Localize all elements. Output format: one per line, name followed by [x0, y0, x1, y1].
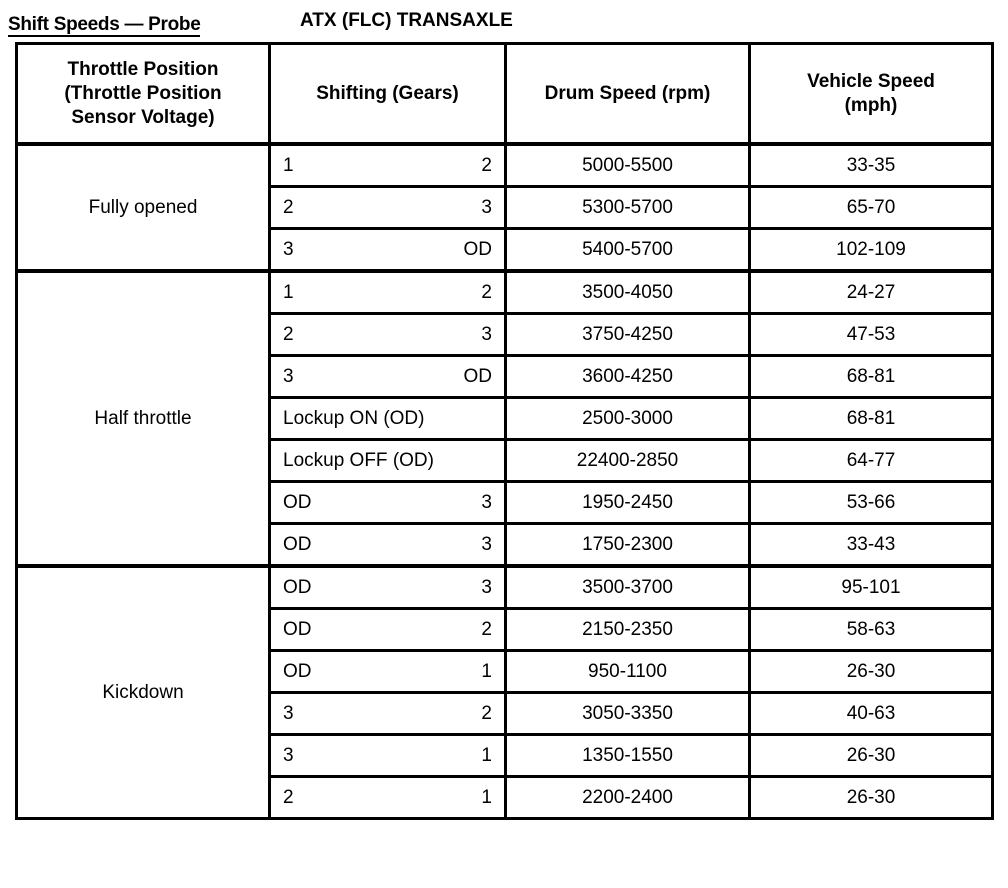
vehicle-speed-cell: 68-81	[750, 398, 993, 440]
shift-from: 2	[283, 323, 294, 345]
vehicle-speed-cell: 26-30	[750, 777, 993, 819]
shift-to: 3	[481, 196, 492, 218]
shift-from: 2	[283, 786, 294, 808]
shift-to: 1	[481, 744, 492, 766]
shift-from: OD	[283, 618, 312, 640]
shift-to: 1	[481, 660, 492, 682]
shift-from: Lockup ON (OD)	[283, 407, 425, 429]
shift-from: 1	[283, 154, 294, 176]
drum-speed-cell: 2500-3000	[506, 398, 750, 440]
shifting-gears	[283, 745, 492, 767]
table-row	[17, 271, 993, 314]
shift-to: 3	[481, 576, 492, 598]
drum-speed-cell: 3050-3350	[506, 693, 750, 735]
header-shifting: Shifting (Gears)	[270, 44, 506, 145]
vehicle-speed-cell: 58-63	[750, 609, 993, 651]
drum-speed-cell: 2200-2400	[506, 777, 750, 819]
shifting-cell	[270, 777, 506, 819]
drum-speed-cell: 5300-5700	[506, 187, 750, 229]
shifting-gears	[283, 197, 492, 219]
drum-speed-cell: 1950-2450	[506, 482, 750, 524]
vehicle-speed-cell: 68-81	[750, 356, 993, 398]
shift-from: Lockup OFF (OD)	[283, 449, 434, 471]
shifting-cell	[270, 609, 506, 651]
drum-speed-cell: 5000-5500	[506, 144, 750, 187]
shift-from: OD	[283, 660, 312, 682]
shift-to: 3	[481, 323, 492, 345]
drum-speed-cell: 5400-5700	[506, 229, 750, 272]
header-throttle-line-1: Throttle Position	[67, 58, 219, 80]
shifting-gears	[283, 282, 492, 304]
shift-to: 1	[481, 786, 492, 808]
shifting-cell	[270, 187, 506, 229]
drum-speed-cell: 3500-4050	[506, 271, 750, 314]
shift-to: OD	[463, 365, 492, 387]
shifting-gears	[283, 239, 492, 261]
shift-from: OD	[283, 533, 312, 555]
shifting-gears	[283, 324, 492, 346]
shift-from: 2	[283, 196, 294, 218]
shifting-gears	[283, 155, 492, 177]
shifting-cell	[270, 440, 506, 482]
throttle-position-cell: Fully opened	[17, 144, 270, 271]
shifting-cell	[270, 398, 506, 440]
drum-speed-cell: 2150-2350	[506, 609, 750, 651]
vehicle-speed-cell: 26-30	[750, 735, 993, 777]
table-title-text: Shift Speeds — Probe	[8, 14, 201, 35]
shift-to: 3	[481, 533, 492, 555]
shifting-gears	[283, 661, 492, 683]
header-throttle-line-3: Sensor Voltage)	[71, 106, 215, 128]
drum-speed-cell: 3600-4250	[506, 356, 750, 398]
vehicle-speed-cell: 26-30	[750, 651, 993, 693]
header-row	[17, 44, 993, 145]
table-subtitle: ATX (FLC) TRANSAXLE	[300, 10, 513, 31]
drum-speed-cell: 1750-2300	[506, 524, 750, 567]
shifting-gears	[283, 619, 492, 641]
shift-to: 2	[481, 618, 492, 640]
shifting-cell	[270, 693, 506, 735]
vehicle-speed-cell: 47-53	[750, 314, 993, 356]
shifting-gears	[283, 787, 492, 809]
shift-from: 3	[283, 744, 294, 766]
shift-speeds-table	[15, 42, 994, 820]
shifting-gears	[283, 366, 492, 388]
drum-speed-cell: 950-1100	[506, 651, 750, 693]
shifting-gears	[283, 534, 492, 556]
shifting-cell	[270, 356, 506, 398]
header-throttle-line-2: (Throttle Position	[64, 82, 222, 104]
shifting-cell	[270, 271, 506, 314]
shifting-gears	[283, 450, 492, 472]
shifting-cell	[270, 144, 506, 187]
shifting-cell	[270, 229, 506, 272]
shift-from: OD	[283, 576, 312, 598]
shift-to: 3	[481, 491, 492, 513]
shift-to: 2	[481, 154, 492, 176]
vehicle-speed-cell: 53-66	[750, 482, 993, 524]
shifting-cell	[270, 314, 506, 356]
shift-from: 3	[283, 702, 294, 724]
header-throttle-position	[17, 44, 270, 145]
shift-to: 2	[481, 281, 492, 303]
shifting-cell	[270, 651, 506, 693]
shifting-gears	[283, 408, 492, 430]
table-title	[8, 14, 200, 36]
header-vehicle-speed	[750, 44, 993, 145]
header-vehicle-line-1: Vehicle Speed	[807, 70, 935, 92]
shift-to: 2	[481, 702, 492, 724]
shifting-gears	[283, 577, 492, 599]
header-drum-speed: Drum Speed (rpm)	[506, 44, 750, 145]
drum-speed-cell: 3500-3700	[506, 566, 750, 609]
shift-from: 1	[283, 281, 294, 303]
vehicle-speed-cell: 65-70	[750, 187, 993, 229]
table-body	[17, 144, 993, 819]
shifting-cell	[270, 735, 506, 777]
shifting-cell	[270, 566, 506, 609]
drum-speed-cell: 1350-1550	[506, 735, 750, 777]
header-vehicle-line-2: (mph)	[844, 94, 898, 116]
drum-speed-cell: 3750-4250	[506, 314, 750, 356]
vehicle-speed-cell: 33-43	[750, 524, 993, 567]
shifting-cell	[270, 482, 506, 524]
table-row	[17, 144, 993, 187]
vehicle-speed-cell: 95-101	[750, 566, 993, 609]
vehicle-speed-cell: 64-77	[750, 440, 993, 482]
table-row	[17, 566, 993, 609]
vehicle-speed-cell: 24-27	[750, 271, 993, 314]
shifting-gears	[283, 703, 492, 725]
throttle-position-cell: Kickdown	[17, 566, 270, 819]
shift-from: OD	[283, 491, 312, 513]
shifting-cell	[270, 524, 506, 567]
drum-speed-cell: 22400-2850	[506, 440, 750, 482]
throttle-position-cell: Half throttle	[17, 271, 270, 566]
shift-from: 3	[283, 238, 294, 260]
vehicle-speed-cell: 33-35	[750, 144, 993, 187]
vehicle-speed-cell: 40-63	[750, 693, 993, 735]
shift-from: 3	[283, 365, 294, 387]
vehicle-speed-cell: 102-109	[750, 229, 993, 272]
shifting-gears	[283, 492, 492, 514]
shift-to: OD	[463, 238, 492, 260]
